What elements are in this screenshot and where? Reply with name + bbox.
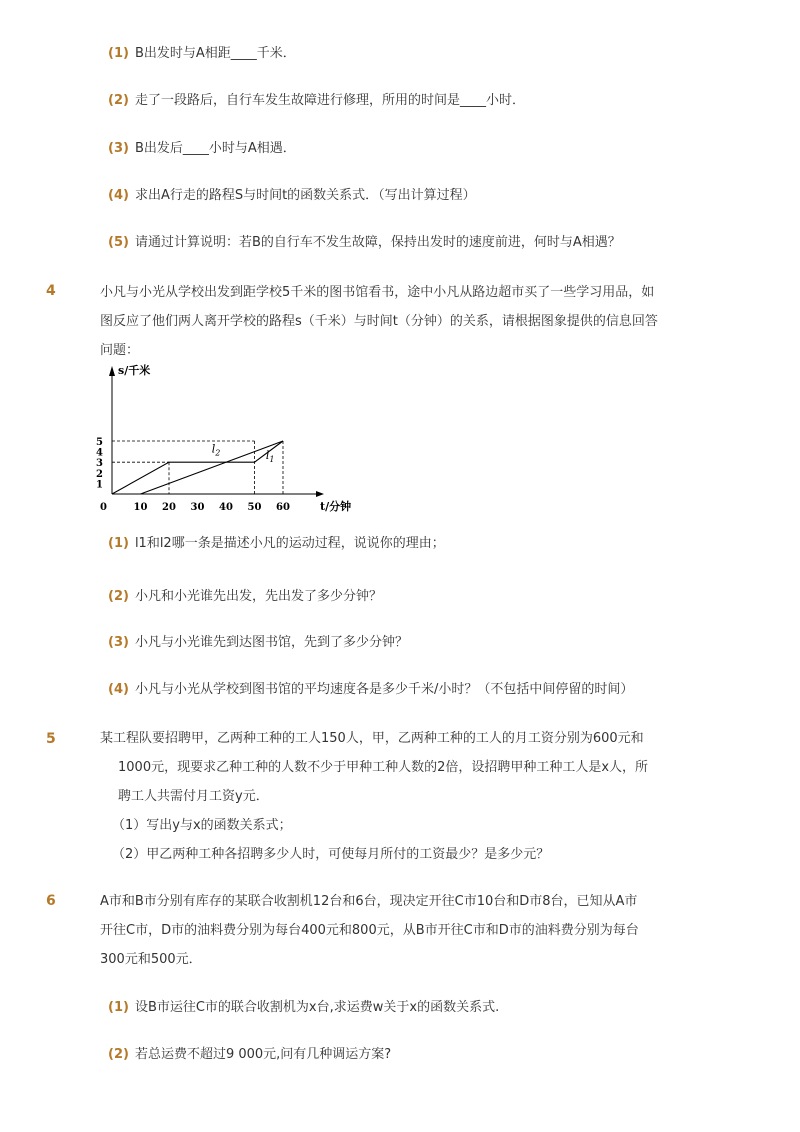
part-text: B出发时与A相距____千米． bbox=[134, 46, 296, 61]
y-axis-label: s/千米 bbox=[118, 364, 151, 377]
question-number: 6 bbox=[46, 893, 56, 909]
q3-part-2 bbox=[108, 92, 525, 110]
y-tick-label: 1 bbox=[96, 479, 103, 491]
part-text: l1和l2哪一条是描述小凡的运动过程，说说你的理由； bbox=[134, 536, 445, 551]
x-axis-arrow bbox=[316, 491, 324, 497]
part-text: 走了一段路后，自行车发生故障进行修理，所用的时间是____小时． bbox=[134, 93, 525, 108]
part-text: B出发后____小时与A相遇． bbox=[134, 141, 296, 156]
q5-line-2: 1000元，现要求乙种工种的人数不少于甲种工种人数的2倍，设招聘甲种工种工人是x人，所 bbox=[118, 760, 649, 775]
y-tick-label: 5 bbox=[96, 437, 103, 448]
q5-part-1: （1）写出y与x的函数关系式； bbox=[112, 818, 292, 833]
q5-part-2: （2）甲乙两种工种各招聘多少人时，可使每月所付的工资最少？是多少元？ bbox=[112, 847, 550, 862]
q4-part-1 bbox=[108, 535, 445, 553]
q4-part-4 bbox=[108, 681, 633, 699]
part-number: (1) bbox=[108, 1000, 129, 1015]
y-axis-arrow bbox=[109, 366, 115, 376]
series-label-l1: $l_1$ bbox=[265, 449, 275, 465]
question-number: 4 bbox=[46, 283, 56, 299]
x-tick-label: 60 bbox=[276, 502, 290, 513]
part-text: 设B市运往C市的联合收割机为x台,求运费w关于x的函数关系式. bbox=[134, 1000, 500, 1015]
part-text: 若总运费不超过9 000元,问有几种调运方案? bbox=[134, 1047, 392, 1062]
q5-line-1: 某工程队要招聘甲，乙两种工种的工人150人，甲，乙两种工种的工人的月工资分别为600元和 bbox=[100, 731, 644, 746]
part-number: (4) bbox=[108, 682, 129, 697]
question-number: 5 bbox=[46, 731, 56, 747]
q4-part-3 bbox=[108, 634, 408, 652]
x-axis-label: t/分钟 bbox=[320, 500, 352, 513]
q5-line-3: 聘工人共需付月工资y元． bbox=[118, 789, 269, 804]
q4-part-2 bbox=[108, 588, 382, 606]
question-stem: A市和B市分别有库存的某联合收割机12台和6台，现决定开往C市10台和D市8台，已知从A市开往C市，D市的油料费分别为每台400元和800元，从B市开往C市和D市的油料费分别为每台300元和500元． bbox=[100, 894, 639, 967]
part-text: 求出A行走的路程S与时间t的函数关系式．（写出计算过程） bbox=[134, 188, 476, 203]
part-number: (2) bbox=[108, 93, 129, 108]
part-number: (4) bbox=[108, 188, 129, 203]
distance-time-chart bbox=[84, 360, 364, 520]
x-tick-label: 50 bbox=[247, 502, 262, 513]
question-stem: 小凡与小光从学校出发到距学校5千米的图书馆看书，途中小凡从路边超市买了一些学习用品，如图反应了他们两人离开学校的路程s（千米）与时间t（分钟）的关系，请根据图象提供的信息回答问题： bbox=[100, 285, 658, 358]
y-tick-label: 4 bbox=[96, 447, 103, 459]
y-tick-label: 3 bbox=[96, 458, 103, 470]
series-line-l2 bbox=[112, 441, 283, 494]
part-text: 请通过计算说明：若B的自行车不发生故障，保持出发时的速度前进，何时与A相遇？ bbox=[134, 235, 621, 250]
part-number: (5) bbox=[108, 235, 129, 250]
y-tick-label: 2 bbox=[96, 468, 103, 480]
x-tick-label: 40 bbox=[219, 502, 233, 513]
x-tick-label: 20 bbox=[162, 502, 176, 513]
part-text: 小凡和小光谁先出发，先出发了多少分钟？ bbox=[134, 589, 382, 604]
q3-part-4 bbox=[108, 187, 476, 205]
part-text: 小凡与小光从学校到图书馆的平均速度各是多少千米/小时？（不包括中间停留的时间） bbox=[134, 682, 634, 697]
part-number: (2) bbox=[108, 1047, 129, 1062]
q6-part-2 bbox=[108, 1046, 391, 1064]
part-number: (1) bbox=[108, 46, 129, 61]
part-text: 小凡与小光谁先到达图书馆，先到了多少分钟？ bbox=[134, 635, 408, 650]
q3-part-3 bbox=[108, 140, 296, 158]
series-label-l2: $l_2$ bbox=[211, 442, 221, 458]
q3-part-5 bbox=[108, 234, 621, 252]
x-tick-label: 10 bbox=[133, 502, 148, 513]
x-tick-label: 30 bbox=[190, 502, 205, 513]
part-number: (1) bbox=[108, 536, 129, 551]
part-number: (2) bbox=[108, 589, 129, 604]
q6-part-1 bbox=[108, 999, 499, 1017]
q3-part-1 bbox=[108, 45, 296, 63]
origin-label: 0 bbox=[100, 502, 107, 513]
part-number: (3) bbox=[108, 141, 129, 156]
part-number: (3) bbox=[108, 635, 129, 650]
